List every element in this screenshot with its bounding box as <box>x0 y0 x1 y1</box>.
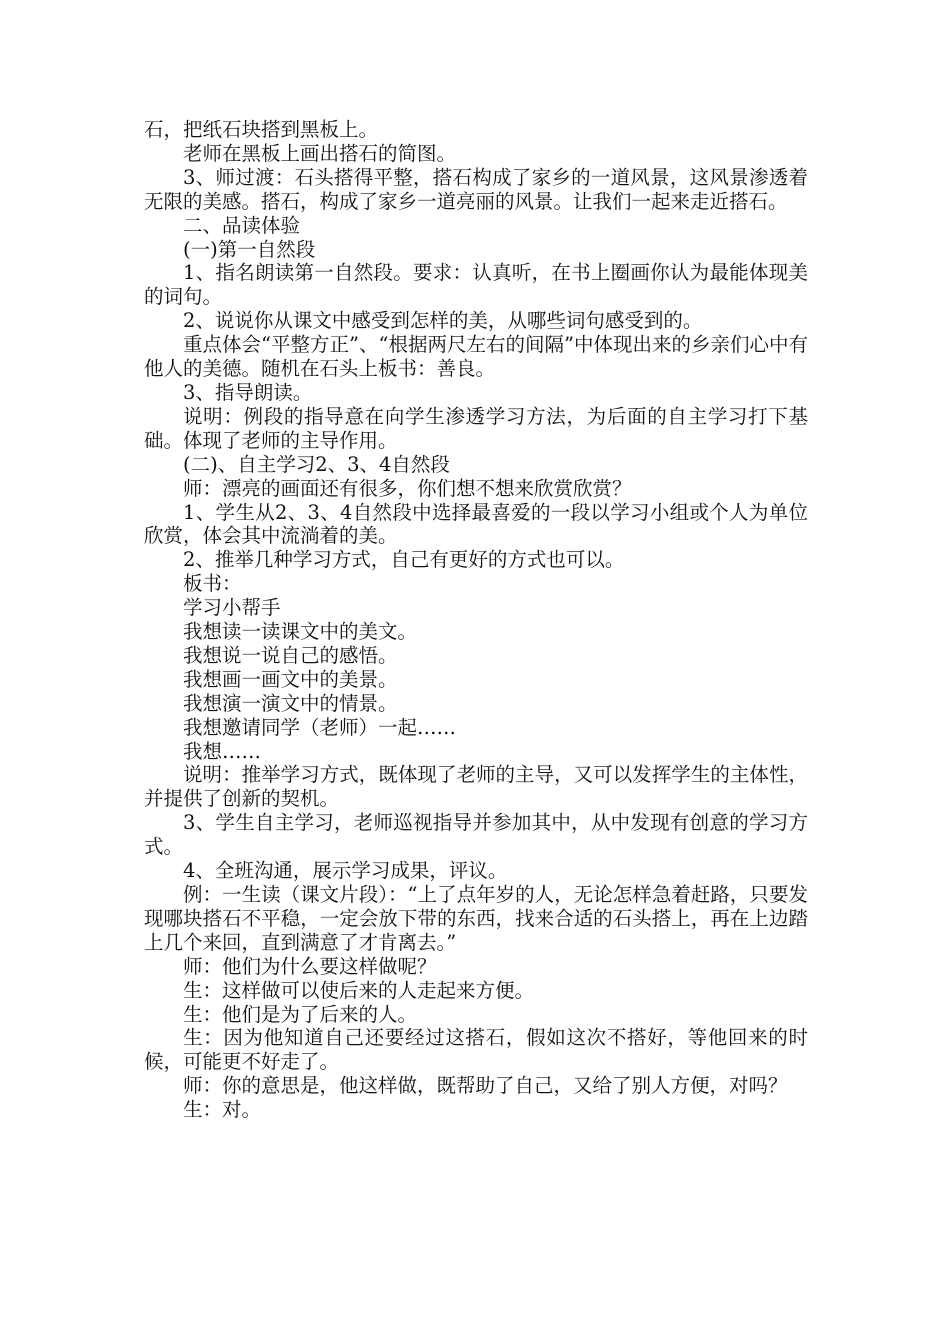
list-item: 学习小帮手 <box>183 596 281 620</box>
list-item: 我想说一说自己的感悟。 <box>183 643 398 667</box>
paragraph: 例：一生读（课文片段）：“上了点年岁的人，无论怎样急着赶路，只要发现哪块搭石不平稳，一定会放下带的东西，找来合适的石头搭上，再在上边踏上几个来回，直到满意了才肯离去。” <box>144 883 808 954</box>
dialogue-line: 生：因为他知道自己还要经过这搭石，假如这次不搭好，等他回来的时候，可能更不好走了。 <box>144 1026 808 1074</box>
section-heading: 二、品读体验 <box>183 213 301 237</box>
paragraph: 老师在黑板上画出搭石的简图。 <box>183 141 457 165</box>
dialogue-line: 生：这样做可以使后来的人走起来方便。 <box>183 978 535 1002</box>
list-item: 我想读一读课文中的美文。 <box>183 620 418 644</box>
paragraph: 2、说说你从课文中感受到怎样的美，从哪些词句感受到的。 <box>183 309 703 333</box>
paragraph: 3、师过渡：石头搭得平整，搭石构成了家乡的一道风景，这风景渗透着无限的美感。搭石，构成了家乡一道亮丽的风景。让我们一起来走近搭石。 <box>144 165 808 213</box>
dialogue-line: 生：他们是为了后来的人。 <box>183 1002 418 1026</box>
paragraph: 3、学生自主学习，老师巡视指导并参加其中，从中发现有创意的学习方式。 <box>144 811 808 859</box>
dialogue-line: 师：他们为什么要这样做呢？ <box>183 954 437 978</box>
paragraph: 说明：推举学习方式，既体现了老师的主导，又可以发挥学生的主体性，并提供了创新的契机。 <box>144 763 808 811</box>
paragraph: 1、学生从2、3、4自然段中选择最喜爱的一段以学习小组或个人为单位欣赏，体会其中流淌着的美。 <box>144 500 808 548</box>
list-item: 我想画一画文中的美景。 <box>183 667 398 691</box>
paragraph: 1、指名朗读第一自然段。要求：认真听，在书上圈画你认为最能体现美的词句。 <box>144 261 808 309</box>
paragraph: 2、推举几种学习方式，自己有更好的方式也可以。 <box>183 548 625 572</box>
document-body <box>144 118 808 1122</box>
dialogue-line: 师：你的意思是，他这样做，既帮助了自己，又给了别人方便，对吗？ <box>183 1074 788 1098</box>
paragraph: 师：漂亮的画面还有很多，你们想不想来欣赏欣赏？ <box>183 476 632 500</box>
paragraph: 3、指导朗读。 <box>183 380 313 404</box>
paragraph: 板书： <box>183 572 242 596</box>
paragraph: 说明：例段的指导意在向学生渗透学习方法，为后面的自主学习打下基础。体现了老师的主导作用。 <box>144 404 808 452</box>
list-item: 我想邀请同学（老师）一起…… <box>183 715 457 739</box>
list-item: 我想…… <box>183 739 262 763</box>
paragraph: 重点体会“平整方正”、“根据两尺左右的间隔”中体现出来的乡亲们心中有他人的美德。随机在石头上板书：善良。 <box>144 333 808 381</box>
subsection-heading: (一)第一自然段 <box>183 237 316 261</box>
paragraph: 4、全班沟通，展示学习成果，评议。 <box>183 859 508 883</box>
subsection-heading: (二)、自主学习2、3、4自然段 <box>183 452 450 476</box>
list-item: 我想演一演文中的情景。 <box>183 691 398 715</box>
dialogue-line: 生：对。 <box>183 1098 262 1122</box>
paragraph: 石，把纸石块搭到黑板上。 <box>144 118 379 141</box>
